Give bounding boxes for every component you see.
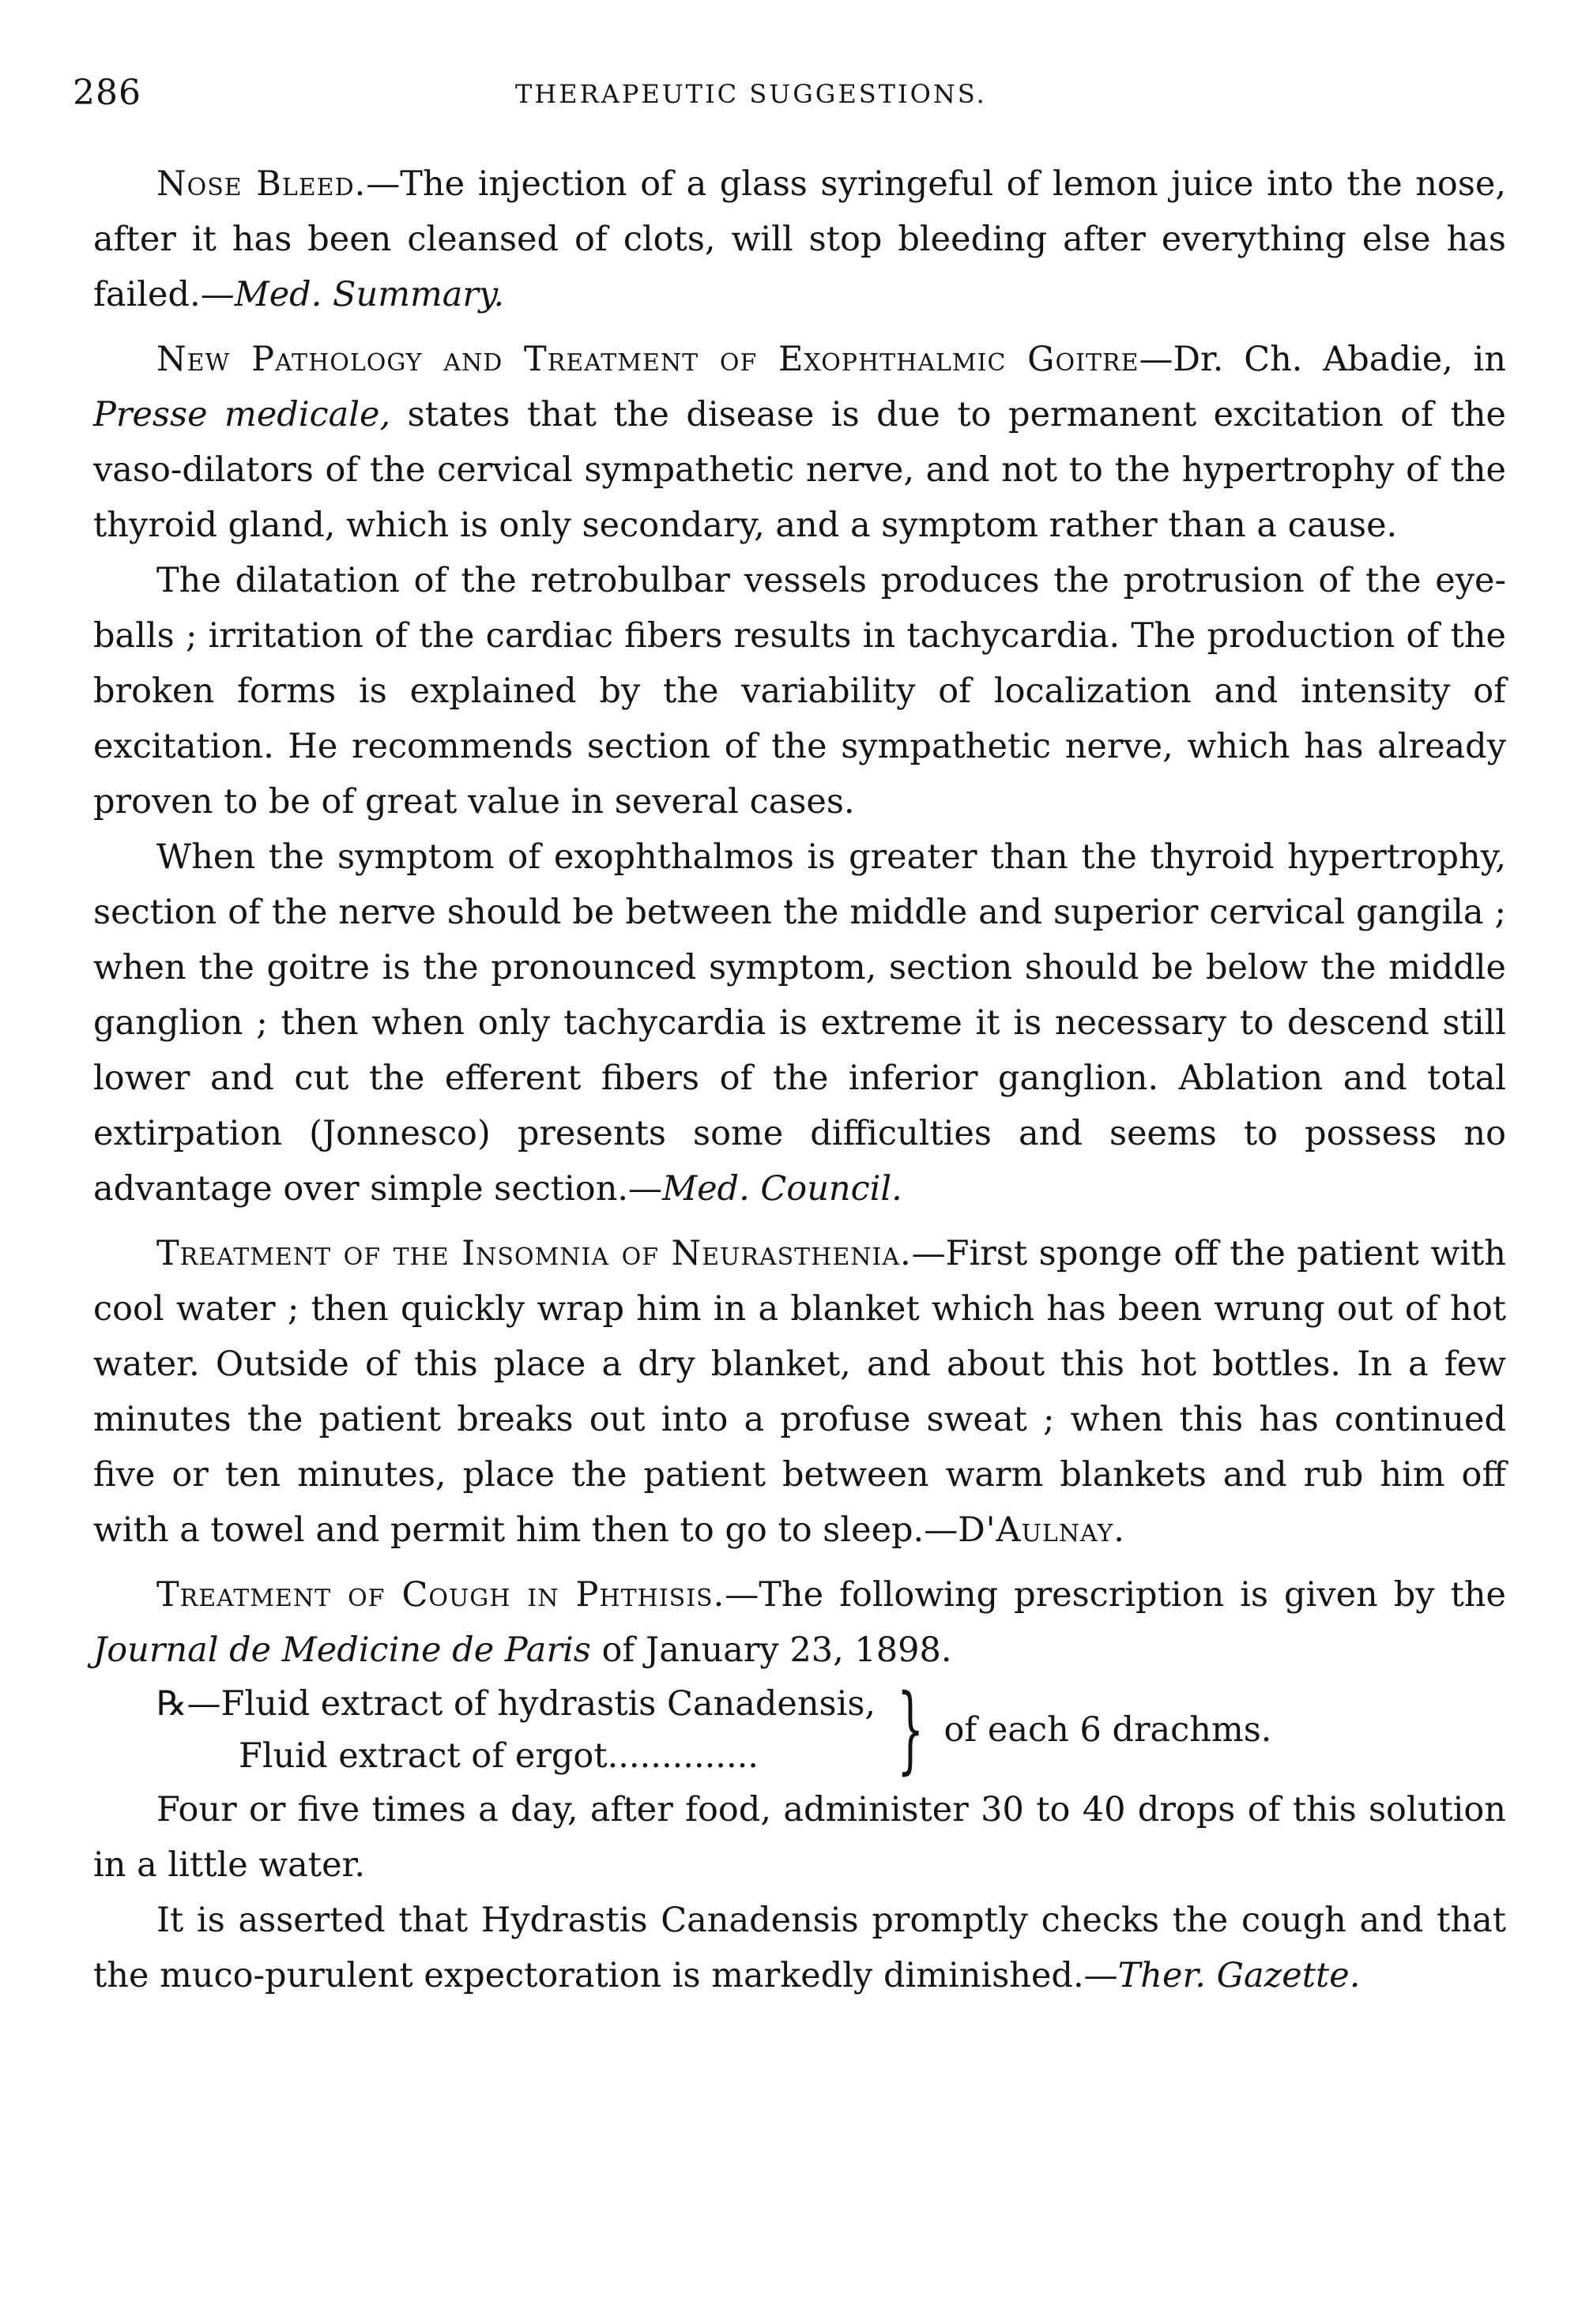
running-head (73, 73, 1511, 120)
page-body (93, 156, 1506, 2013)
nose-bleed-paragraph (93, 156, 1506, 322)
section-heading: New Pathology and Treatment of Exophthalmic Goitre (156, 340, 1139, 379)
insomnia-paragraph (93, 1226, 1506, 1558)
prescription (93, 1675, 1506, 1784)
paragraph-text: of January 23, 1898. (590, 1630, 952, 1670)
paragraph-text: states that the disease is due to permanent excitation of the vaso-dilators of the cervical sympathetic nerve, and not to the hypertrophy of the thyroid gland, which is only secondary, and a symptom rather than a cause. (93, 395, 1506, 545)
paragraph-text: —First sponge off the patient with cool water ; then quickly wrap him in a blanket which has been wrung out of hot water. Outside of this place a dry blanket, and about this hot bottles. In a few minutes the patient breaks out into a profuse sweat ; when this has continued five or ten minutes, place the patient between warm blankets and rub him off with a towel and permit him then to go to sleep.— (93, 1234, 1506, 1550)
paragraph-text: —Dr. Ch. Abadie, in (1139, 340, 1506, 379)
section-heading: Nose Bleed. (156, 164, 367, 204)
goitre-paragraph-1 (93, 332, 1506, 553)
source-citation: Med. Council. (662, 1169, 902, 1209)
paragraph-text: —The injection of a glass syringeful of lemon juice into the nose, after it has been cleansed of clots, will stop bleeding after everything else has failed.— (93, 164, 1506, 314)
goitre-paragraph-2: The dilatation of the retrobulbar vessels produces the protrusion of the eye-balls ; irritation of the cardiac fibers results in tachycardia. The production of the broken forms is explained by the variability of localization and intensity of excitation. He recommends section of the sympathetic nerve, which has already proven to be of great value in several cases. (93, 561, 1506, 822)
source-citation: Ther. Gazette. (1117, 1956, 1361, 1995)
cough-paragraph-2: Four or five times a day, after food, administer 30 to 40 drops of this solution in a little water. (93, 1790, 1506, 1885)
brace-symbol: } (897, 1675, 925, 1784)
section-nose-bleed (93, 156, 1506, 322)
journal-title: Journal de Medicine de Paris (93, 1630, 591, 1670)
paragraph-text: It is asserted that Hydrastis Canadensis promptly checks the cough and that the muco-purulent expectoration is markedly diminished.— (93, 1901, 1506, 1995)
author-citation: D'Aulnay. (958, 1510, 1125, 1550)
running-title: THERAPEUTIC SUGGESTIONS. (515, 79, 987, 109)
prescription-line: Fluid extract of ergot.............. (239, 1736, 759, 1776)
page-number: 286 (73, 73, 141, 113)
prescription-ingredients (156, 1678, 876, 1782)
paragraph-text: —The following prescription is given by the (725, 1575, 1506, 1615)
cough-paragraph-3 (93, 1893, 1506, 2003)
section-goitre (93, 332, 1506, 1217)
source-citation: Med. Summary. (234, 275, 505, 314)
section-heading: Treatment of the Insomnia of Neurasthenia. (156, 1234, 912, 1273)
journal-title: Presse medicale, (93, 395, 391, 434)
goitre-paragraph-3 (93, 829, 1506, 1217)
section-heading: Treatment of Cough in Phthisis. (156, 1575, 725, 1615)
prescription-line: ℞—Fluid extract of hydrastis Canadensis, (156, 1684, 876, 1724)
paragraph-text: When the symptom of exophthalmos is greater than the thyroid hypertrophy, section of the nerve should be between the middle and superior cervical gangila ; when the goitre is the pronounced symptom, section should be below the middle ganglion ; then when only tachycardia is extreme it is necessary to descend still lower and cut the efferent fibers of the inferior ganglion. Ablation and total extirpation (Jonnesco) presents some difficulties and seems to possess no advantage over simple section.— (93, 837, 1506, 1209)
section-cough (93, 1567, 1506, 2003)
section-insomnia (93, 1226, 1506, 1558)
prescription-dose: of each 6 drachms. (943, 1710, 1272, 1750)
cough-intro-paragraph (93, 1567, 1506, 1678)
